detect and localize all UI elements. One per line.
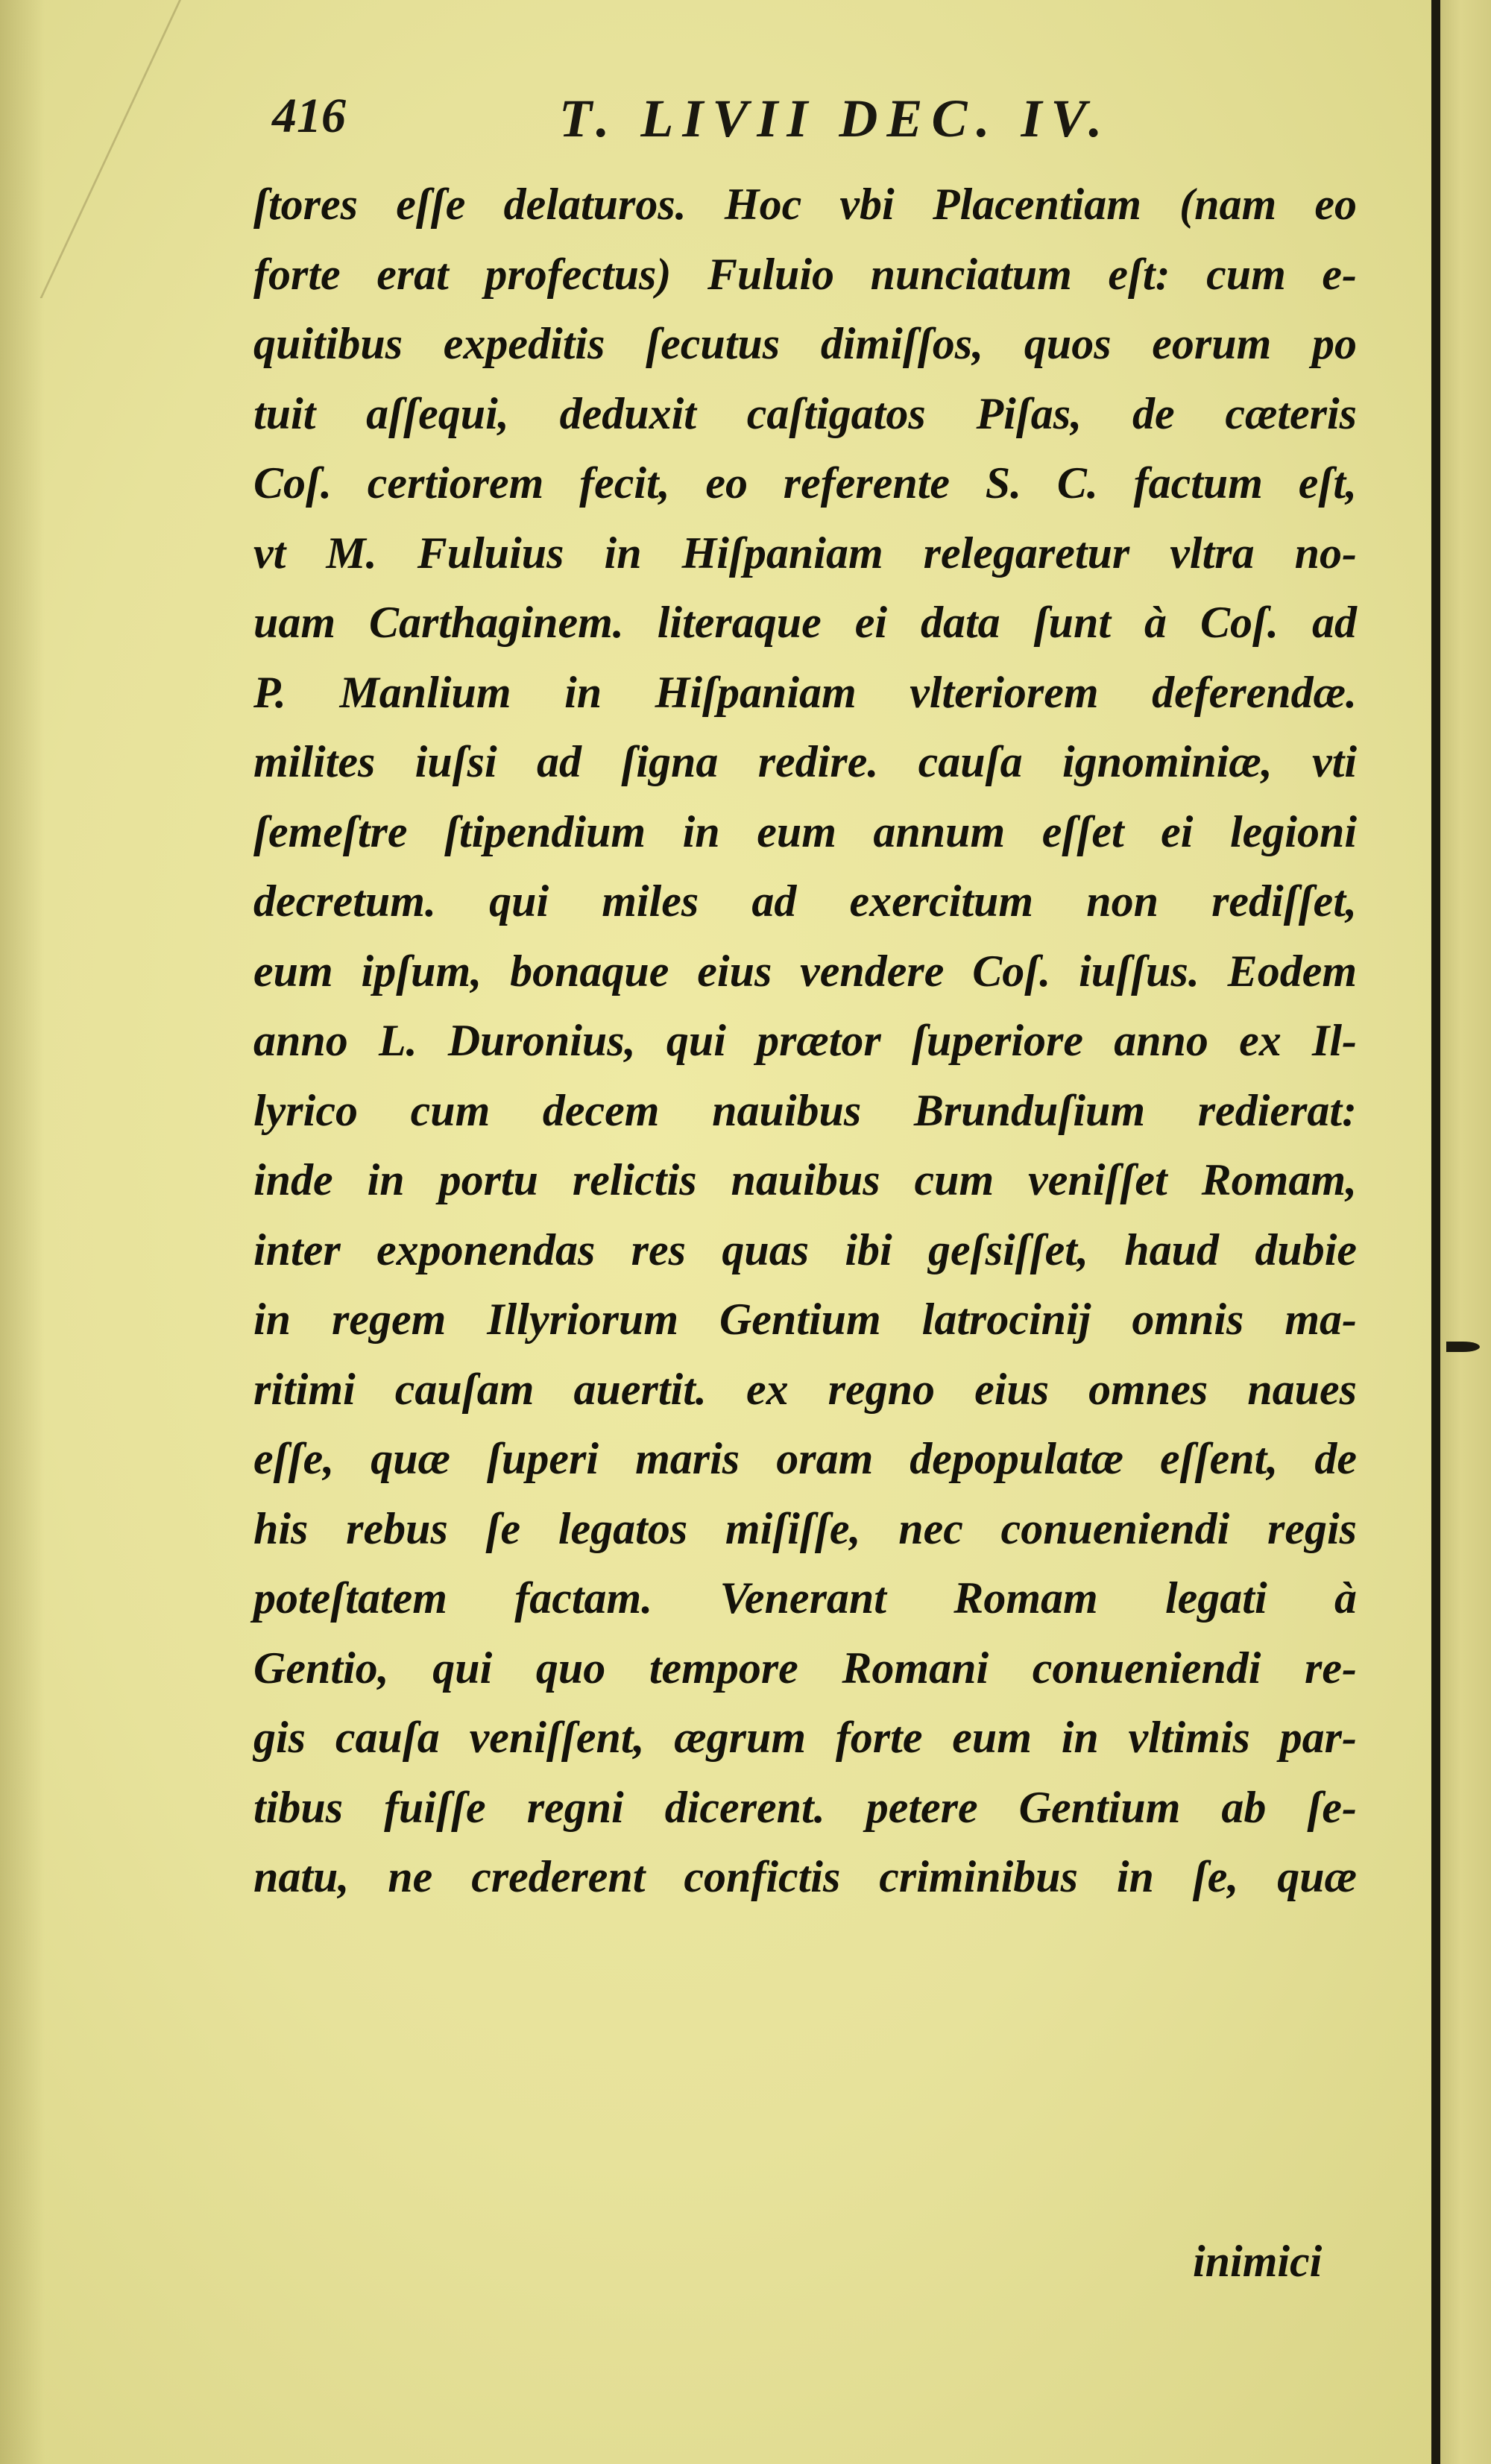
- text-line: inde in portu relictis nauibus cum veniſſet Romam,: [253, 1155, 1357, 1204]
- text-line: ſemeſtre ſtipendium in eum annum eſſet ei legioni: [253, 806, 1357, 856]
- text-line: anno L. Duronius, qui prætor ſuperiore anno ex Il-: [253, 1016, 1357, 1065]
- text-line: poteſtatem factam. Venerant Romam legati à: [253, 1573, 1357, 1623]
- text-line: inter exponendas res quas ibi geſsiſſet, haud dubie: [253, 1225, 1357, 1274]
- text-line: vt M. Fuluius in Hiſpaniam relegaretur vltra no-: [253, 528, 1357, 578]
- page-shadow: [0, 0, 45, 2464]
- body-text: [253, 170, 1357, 1912]
- text-line: in regem Illyriorum Gentium latrocinij omnis ma-: [253, 1295, 1357, 1344]
- text-line: lyrico cum decem nauibus Brunduſium redierat:: [253, 1085, 1357, 1135]
- text-line: eſſe, quæ ſuperi maris oram depopulatæ eſſent, de: [253, 1434, 1357, 1483]
- page-fold-crease: [0, 0, 181, 298]
- text-line: natu, ne crederent confictis criminibus in ſe, quæ: [253, 1852, 1357, 1901]
- catchword: inimici: [1193, 2237, 1323, 2286]
- text-line: tibus fuiſſe regni dicerent. petere Gentium ab ſe-: [253, 1782, 1357, 1832]
- text-line: forte erat profectus) Fuluio nunciatum eſt: cum e-: [253, 249, 1357, 299]
- text-line: tuit aſſequi, deduxit caſtigatos Piſas, de cæteris: [253, 388, 1357, 438]
- text-line: ſtores eſſe delaturos. Hoc vbi Placentiam (nam eo: [253, 180, 1357, 229]
- text-line: gis cauſa veniſſent, ægrum forte eum in vltimis par-: [253, 1713, 1357, 1762]
- text-line: Gentio, qui quo tempore Romani conueniendi re-: [253, 1643, 1357, 1693]
- book-gutter: [1431, 0, 1440, 2464]
- text-line: his rebus ſe legatos miſiſſe, nec conueniendi regis: [253, 1503, 1357, 1553]
- page-header: [272, 88, 1219, 155]
- page-number: 416: [272, 89, 346, 143]
- text-line: quitibus expeditis ſecutus dimiſſos, quos eorum po: [253, 319, 1357, 368]
- text-line: eum ipſum, bonaque eius vendere Coſ. iuſſus. Eodem: [253, 946, 1357, 996]
- text-line: ritimi cauſam auertit. ex regno eius omnes naues: [253, 1364, 1357, 1414]
- text-line: P. Manlium in Hiſpaniam vlteriorem deferendæ.: [253, 667, 1357, 717]
- text-line: uam Carthaginem. literaque ei data ſunt à Coſ. ad: [253, 598, 1357, 647]
- edge-mark: [1446, 1342, 1480, 1352]
- text-line: decretum. qui miles ad exercitum non rediſſet,: [253, 876, 1357, 926]
- running-head: T. LIVII DEC. IV.: [559, 89, 1112, 148]
- facing-page-edge: [1440, 0, 1491, 2464]
- text-line: milites iuſsi ad ſigna redire. cauſa ignominiæ, vti: [253, 737, 1357, 786]
- text-line: Coſ. certiorem fecit, eo referente S. C. factum eſt,: [253, 458, 1357, 508]
